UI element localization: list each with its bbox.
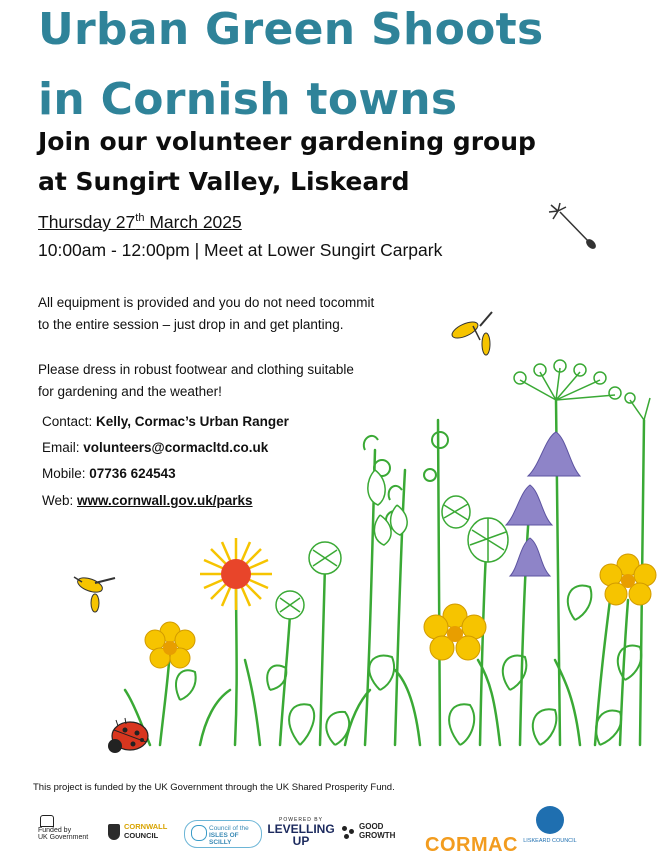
web-label: Web: xyxy=(42,493,78,508)
info-line: Please dress in robust footwear and clothing suitable xyxy=(38,362,354,377)
event-date xyxy=(38,212,242,233)
event-date-month-year: March 2025 xyxy=(144,212,242,232)
subtitle-line-1: Join our volunteer gardening group xyxy=(38,127,536,156)
contact-name: Kelly, Cormac’s Urban Ranger xyxy=(96,414,289,429)
uk-government-logo xyxy=(38,815,98,841)
subtitle-line-2: at Sungirt Valley, Liskeard xyxy=(38,167,410,196)
email-line xyxy=(42,440,268,455)
contact-line xyxy=(42,414,289,429)
funding-note: This project is funded by the UK Government through the UK Shared Prosperity Fund. xyxy=(33,782,395,793)
scilly-ring-icon xyxy=(191,825,207,841)
dandelion-seed-icon xyxy=(549,203,597,250)
mobile-line xyxy=(42,466,176,481)
contact-label: Contact: xyxy=(42,414,97,429)
event-date-ordinal: th xyxy=(135,212,145,225)
cornwall-line-1: CORNWALL xyxy=(124,822,168,831)
cornwall-council-logo xyxy=(108,822,180,840)
web-link[interactable]: www.cornwall.gov.uk/parks xyxy=(77,493,253,508)
scilly-line-2: ISLES OF SCILLY xyxy=(209,832,239,846)
cornwall-line-2: COUNCIL xyxy=(124,831,159,840)
web-line xyxy=(42,493,253,508)
goodgrowth-line-2: GROWTH xyxy=(359,831,396,840)
info-line: to the entire session – just drop in and get planting. xyxy=(38,317,344,332)
email-label: Email: xyxy=(42,440,84,455)
ukgov-line-1: Funded by xyxy=(38,827,72,834)
scilly-line-1: Council of the xyxy=(209,825,249,832)
crown-crest-icon xyxy=(40,815,54,827)
bee-icon xyxy=(74,575,115,612)
yellow-flower-icon xyxy=(600,554,656,605)
isles-of-scilly-logo xyxy=(184,820,262,848)
event-date-day: Thursday 27 xyxy=(38,212,136,232)
info-paragraph-clothing xyxy=(38,359,438,403)
email-address[interactable]: volunteers@cormacltd.co.uk xyxy=(83,440,269,455)
yellow-flower-icon xyxy=(424,604,486,660)
ukgov-line-2: UK Government xyxy=(38,834,89,841)
dots-icon xyxy=(342,826,356,840)
levelling-line-2: UP xyxy=(292,834,310,848)
good-growth-logo xyxy=(342,822,422,840)
cormac-logo: CORMAC xyxy=(425,834,518,856)
info-line: All equipment is provided and you do not need tocommit xyxy=(38,295,375,310)
bee-icon xyxy=(450,312,492,355)
goodgrowth-line-1: GOOD xyxy=(359,822,384,831)
mobile-number: 07736 624543 xyxy=(89,466,176,481)
info-line: for gardening and the weather! xyxy=(38,384,222,399)
liskeard-text: LISKEARD COUNCIL xyxy=(523,838,577,844)
mobile-label: Mobile: xyxy=(42,466,90,481)
page-title-line-1: Urban Green Shoots xyxy=(38,4,544,55)
page-title-line-2: in Cornish towns xyxy=(38,74,458,125)
cornwall-crest-icon xyxy=(108,824,120,840)
levelling-up-logo xyxy=(266,817,336,847)
info-paragraph-equipment xyxy=(38,292,438,336)
fleur-crest-icon xyxy=(536,806,564,834)
red-flower-icon xyxy=(200,538,272,610)
levelling-top: POWERED BY xyxy=(279,817,323,823)
yellow-flower-icon xyxy=(145,622,195,668)
levelling-line-1: LEVELLING xyxy=(267,822,335,836)
event-time-place: 10:00am - 12:00pm | Meet at Lower Sungirt Carpark xyxy=(38,240,443,260)
liskeard-council-logo xyxy=(520,806,580,844)
